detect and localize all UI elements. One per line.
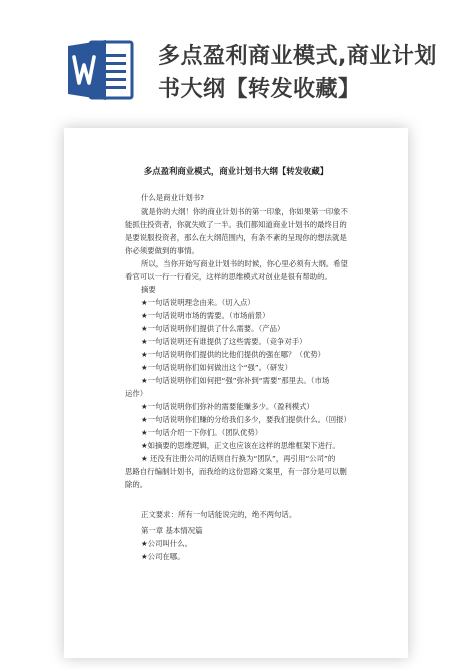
- doc-line: ★公司在哪。: [141, 552, 185, 561]
- doc-line: ★公司叫什么。: [141, 539, 192, 548]
- doc-line: ★一句话说明你们提供了什么需要。（产品）: [141, 324, 285, 333]
- doc-line: ★一句话说明理念由来。（切入点）: [141, 298, 255, 307]
- doc-line: 是要说服投资者，那么在大纲范围内，有条不紊的呈现你的想法就是: [125, 233, 347, 242]
- doc-line: ★一句话说明你们提供的比他们提供的强在哪？（优势）: [141, 350, 326, 359]
- doc-line: ★一句话说明你们赚的分给我们多少，要我们提供什么。（回报）: [141, 415, 351, 424]
- doc-line: 思路自行编制计划书，而我给的这份思路文案里，有一部分是可以删: [125, 467, 347, 476]
- doc-line: 摘要: [141, 285, 156, 294]
- doc-line: ★如摘要的思维逻辑，正文也应该在这样的思维框架下进行。: [141, 441, 340, 450]
- doc-line: 除的。: [125, 480, 148, 489]
- doc-line: 正文要求：所有一句话能说完的，绝不两句话。: [141, 510, 297, 519]
- doc-line: 运作）: [125, 389, 148, 398]
- doc-line: ★一句话说明还有谁提供了这些需要。（竞争对手）: [141, 337, 307, 346]
- document-page: [64, 128, 408, 658]
- doc-line: ★一句话说明你们弥补的需要能赚多少。（盈利模式）: [141, 402, 314, 411]
- doc-line: 能抓住投资者，你就失败了一半。我们都知道商业计划书的最终目的: [125, 220, 347, 229]
- headline-line-1: 多点盈利商业模式,商业计划: [158, 44, 437, 69]
- document-title: 多点盈利商业模式，商业计划书大纲【转发收藏】: [143, 166, 329, 176]
- page-headline: [158, 40, 458, 106]
- doc-line: ★一句话说明你们如何做出这个“强”。（研发）: [141, 363, 293, 372]
- word-document-icon: [68, 38, 136, 102]
- doc-line: 什么是商业计划书?: [141, 193, 205, 202]
- doc-line: ★ 还没有注册公司的话则自行换为“团队”，再引用“公司”的: [141, 454, 336, 463]
- doc-line: ★一句话说明你们如何把“强”弥补到“需要”那里去。（市场: [141, 376, 330, 385]
- doc-line: ★一句话介绍一下你们。（团队优势）: [141, 428, 263, 437]
- doc-line: 所以，当你开始写商业计划书的时候，你心里必须有大纲。希望: [141, 259, 348, 268]
- doc-line: 就是你的大纲！你的商业计划书的第一印象，你如果第一印象不: [141, 207, 348, 216]
- doc-line: 看官可以一行一行看完，这样的思维模式对创业是很有帮助的。: [125, 272, 332, 281]
- doc-line: 你必须要做到的事情。: [125, 246, 199, 255]
- doc-line: 第一章 基本情况篇: [141, 526, 203, 535]
- doc-line: ★一句话说明市场的需要。（市场前景）: [141, 311, 270, 320]
- headline-line-2: 书大纲【转发收藏】: [158, 77, 361, 102]
